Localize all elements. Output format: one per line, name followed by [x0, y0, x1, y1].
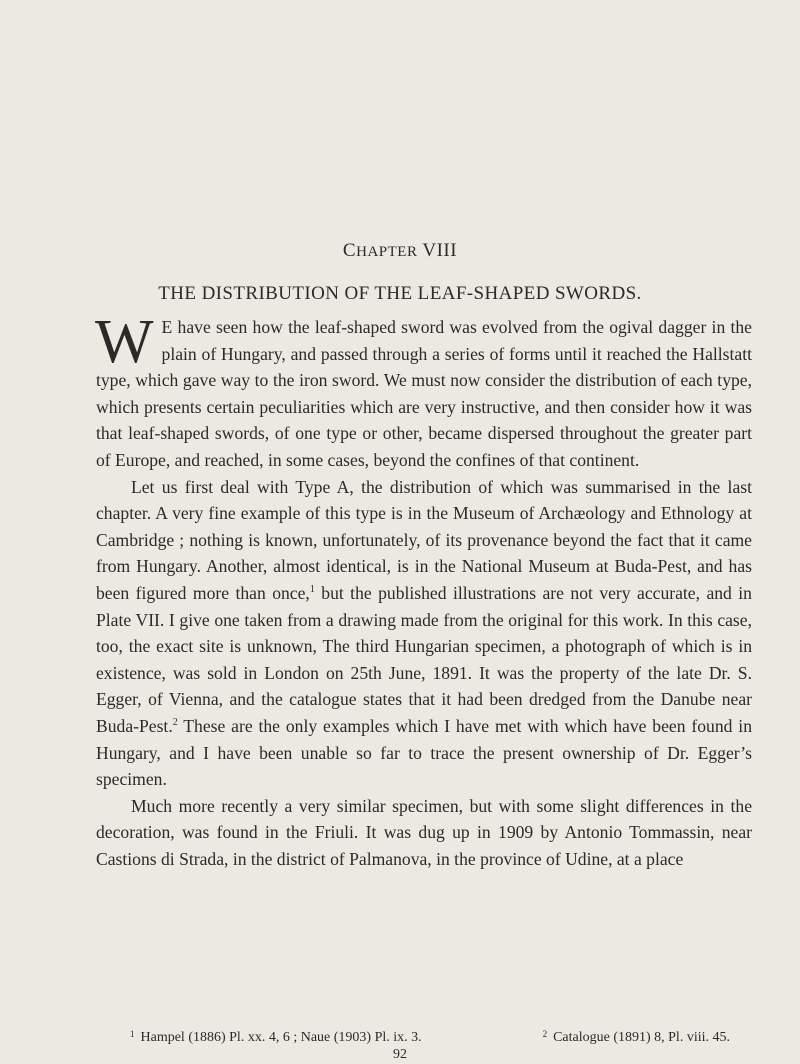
paragraph-1-text: E have seen how the leaf-shaped sword was evolved from the ogival dagger in the plain of Hungary, and passed through a series of forms until it reached the Hallstatt type, which gave way to the iron sword. We must now consider the distribution of each type, which presents certain peculiarities which are very instructive, and then consider how it was that leaf-shaped swords, of one type or other, became dispersed throughout the greater part of Europe, and reached, in some cases, beyond the confines of that continent. — [96, 317, 752, 470]
chapter-number: VIII — [422, 240, 458, 261]
chapter-heading — [0, 240, 800, 262]
footnote-2 — [543, 1029, 730, 1046]
chapter-heading-word: HAPTER — [356, 244, 418, 260]
footnote-2-text: Catalogue (1891) 8, Pl. viii. 45. — [553, 1030, 730, 1045]
footnote-ref-2: 2 — [172, 717, 178, 729]
page-number: 92 — [393, 1047, 407, 1062]
chapter-heading-initial: C — [342, 240, 357, 261]
footnotes — [130, 1029, 730, 1046]
footnote-1-mark: 1 — [130, 1029, 135, 1039]
footnote-1-text: Hampel (1886) Pl. xx. 4, 6 ; Naue (1903) Pl. ix. 3. — [140, 1030, 422, 1045]
chapter-title: THE DISTRIBUTION OF THE LEAF-SHAPED SWORDS. — [158, 283, 642, 304]
footnote-2-mark: 2 — [542, 1029, 548, 1039]
paragraph-3-text: Much more recently a very similar specimen, but with some slight differences in the decoration, was found in the Friuli. It was dug up in 1909 by Antonio Tommassin, near Castions di Strada, in the district of Palmanova, in the province of Udine, at a place — [96, 795, 752, 869]
footnote-1 — [130, 1029, 422, 1046]
drop-cap: W — [95, 308, 154, 376]
paragraph-2-text-b: but the published illustrations are not very accurate, and in Plate VII. I give one taken from a drawing made from the original for this work. In this case, too, the exact site is unknown, The third Hungarian specimen, a photograph of which is in existence, was sold in London on 25th June, 1891. It was the property of the late Dr. S. Egger, of Vienna, and the catalogue states that it had been dredged from the Danube near Buda-Pest. — [96, 582, 752, 736]
body-text — [95, 308, 752, 872]
paragraph-2-text-c: These are the only examples which I have met with which have been found in Hungary, and I have been unable so far to trace the present ownership of Dr. Egger’s specimen. — [96, 715, 752, 790]
paragraph-1 — [95, 308, 752, 474]
paragraph-2 — [96, 474, 752, 793]
paragraph-2-text-a: Let us first deal with Type A, the distribution of which was summarised in the last chapter. A very fine example of this type is in the Museum of Archæology and Ethnology at Cambridge ; nothing is known, unfortunately, of its provenance beyond the fact that it came from Hungary. Another, almost identical, is in the National Museum at Buda-Pest, and has been figured more than once, — [96, 476, 752, 603]
paragraph-3 — [96, 793, 752, 873]
footnote-ref-1: 1 — [309, 584, 315, 596]
